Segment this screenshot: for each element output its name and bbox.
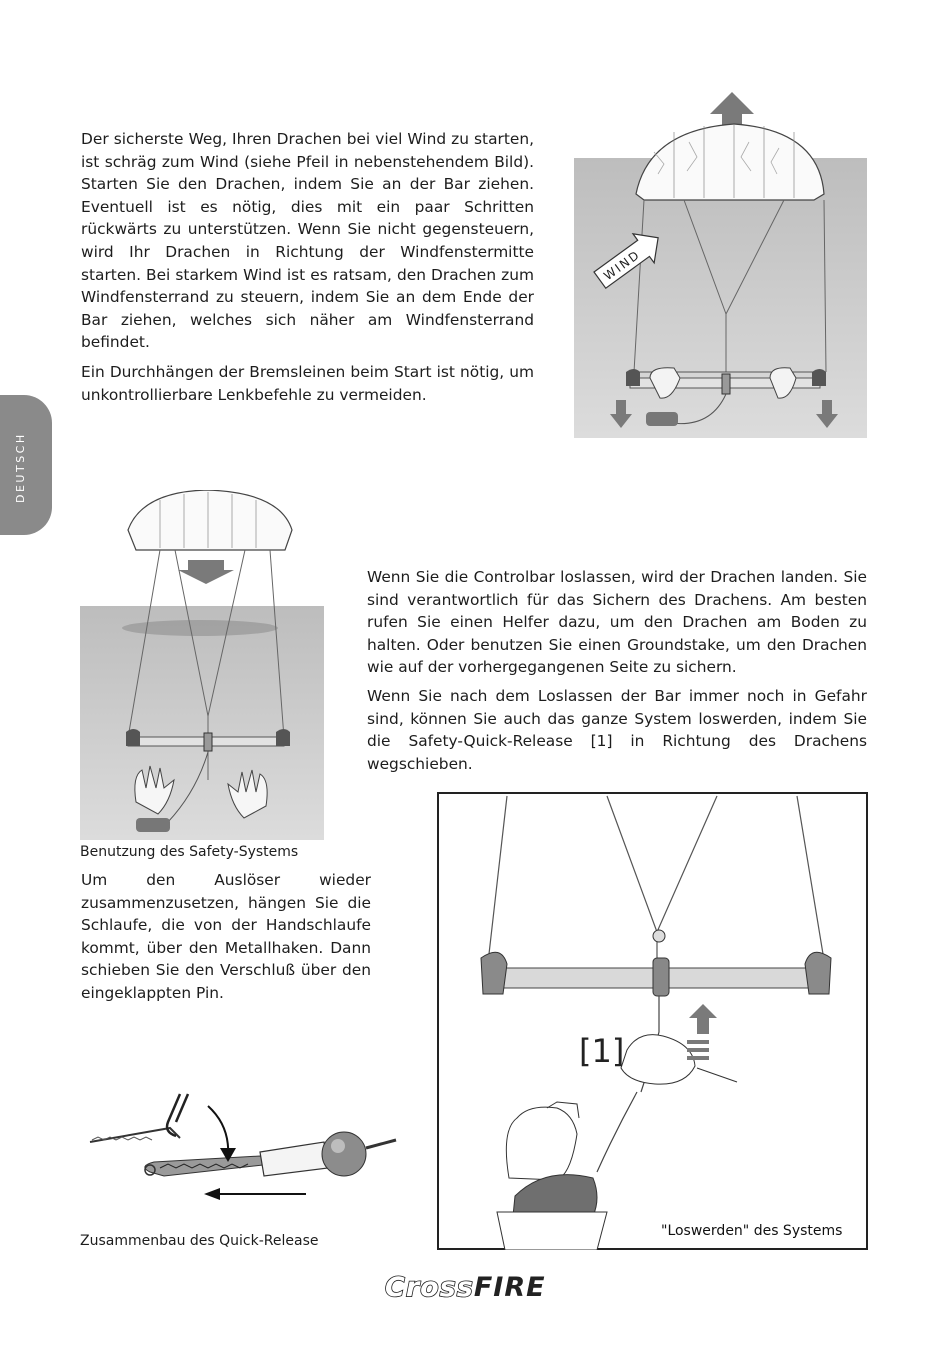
quick-release-paragraph: Wenn Sie nach dem Loslassen der Bar immer noch in Gefahr sind, können Sie auch das ganze System loswerden, indem Sie die Safety-Quick-Release [1] in Richtung des Drachens wegschieben. bbox=[367, 687, 867, 773]
release-system-figure bbox=[437, 792, 868, 1250]
release-caption: "Loswerden" des Systems bbox=[661, 1223, 843, 1239]
logo-cross: Cross bbox=[385, 1272, 474, 1303]
quick-release-caption: Zusammenbau des Quick-Release bbox=[80, 1233, 319, 1249]
brake-paragraph: Ein Durchhängen der Bremsleinen beim Start ist nötig, um unkontrollierbare Lenkbefehle zu vermeiden. bbox=[81, 363, 534, 404]
safety-figure bbox=[80, 490, 324, 840]
crossfire-logo bbox=[385, 1272, 571, 1302]
quick-release-figure bbox=[80, 1090, 400, 1200]
release-paragraph: Wenn Sie die Controlbar loslassen, wird der Drachen landen. Sie sind verantwortlich für das Sichern des Drachens. Am besten rufen Sie einen Helfer dazu, um den Drachen am Boden zu halten. Oder benutzen Sie einen Groundstake, um den Drachen wie auf der vorhergegangenen Seite zu sichern. bbox=[367, 568, 867, 677]
wind-label: WIND bbox=[601, 247, 644, 284]
reassemble-paragraph: Um den Auslöser wieder zusammenzusetzen, hängen Sie die Schlaufe, die von der Handschlaufe kommt, über den Metallhaken. Dann schieben Sie den Verschluß über den eingeklappten Pin. bbox=[81, 871, 371, 1002]
language-tab-label: DEUTSCH bbox=[14, 432, 27, 503]
launch-figure bbox=[574, 82, 867, 438]
launch-paragraph: Der sicherste Weg, Ihren Drachen bei viel Wind zu starten, ist schräg zum Wind (siehe Pfeil in nebenstehendem Bild). Starten Sie den Drachen, indem Sie an der Bar ziehen. Eventuell ist es nötig, dies mit ein paar Schritten rückwärts zu unterstützen. Wenn Sie nicht gegensteuern, wird Ihr Drachen in Richtung der Windfenstermitte starten. Bei starkem Wind ist es ratsam, den Drachen zum Windfensterrand zu steuern, indem Sie an dem Ende der Bar ziehen, welches sich näher am Windfensterrand befindet. bbox=[81, 130, 534, 352]
release-marker: [1] bbox=[579, 1032, 625, 1070]
logo-fire: FIRE bbox=[473, 1272, 546, 1303]
language-tab bbox=[0, 395, 52, 535]
safety-caption: Benutzung des Safety-Systems bbox=[80, 844, 299, 860]
